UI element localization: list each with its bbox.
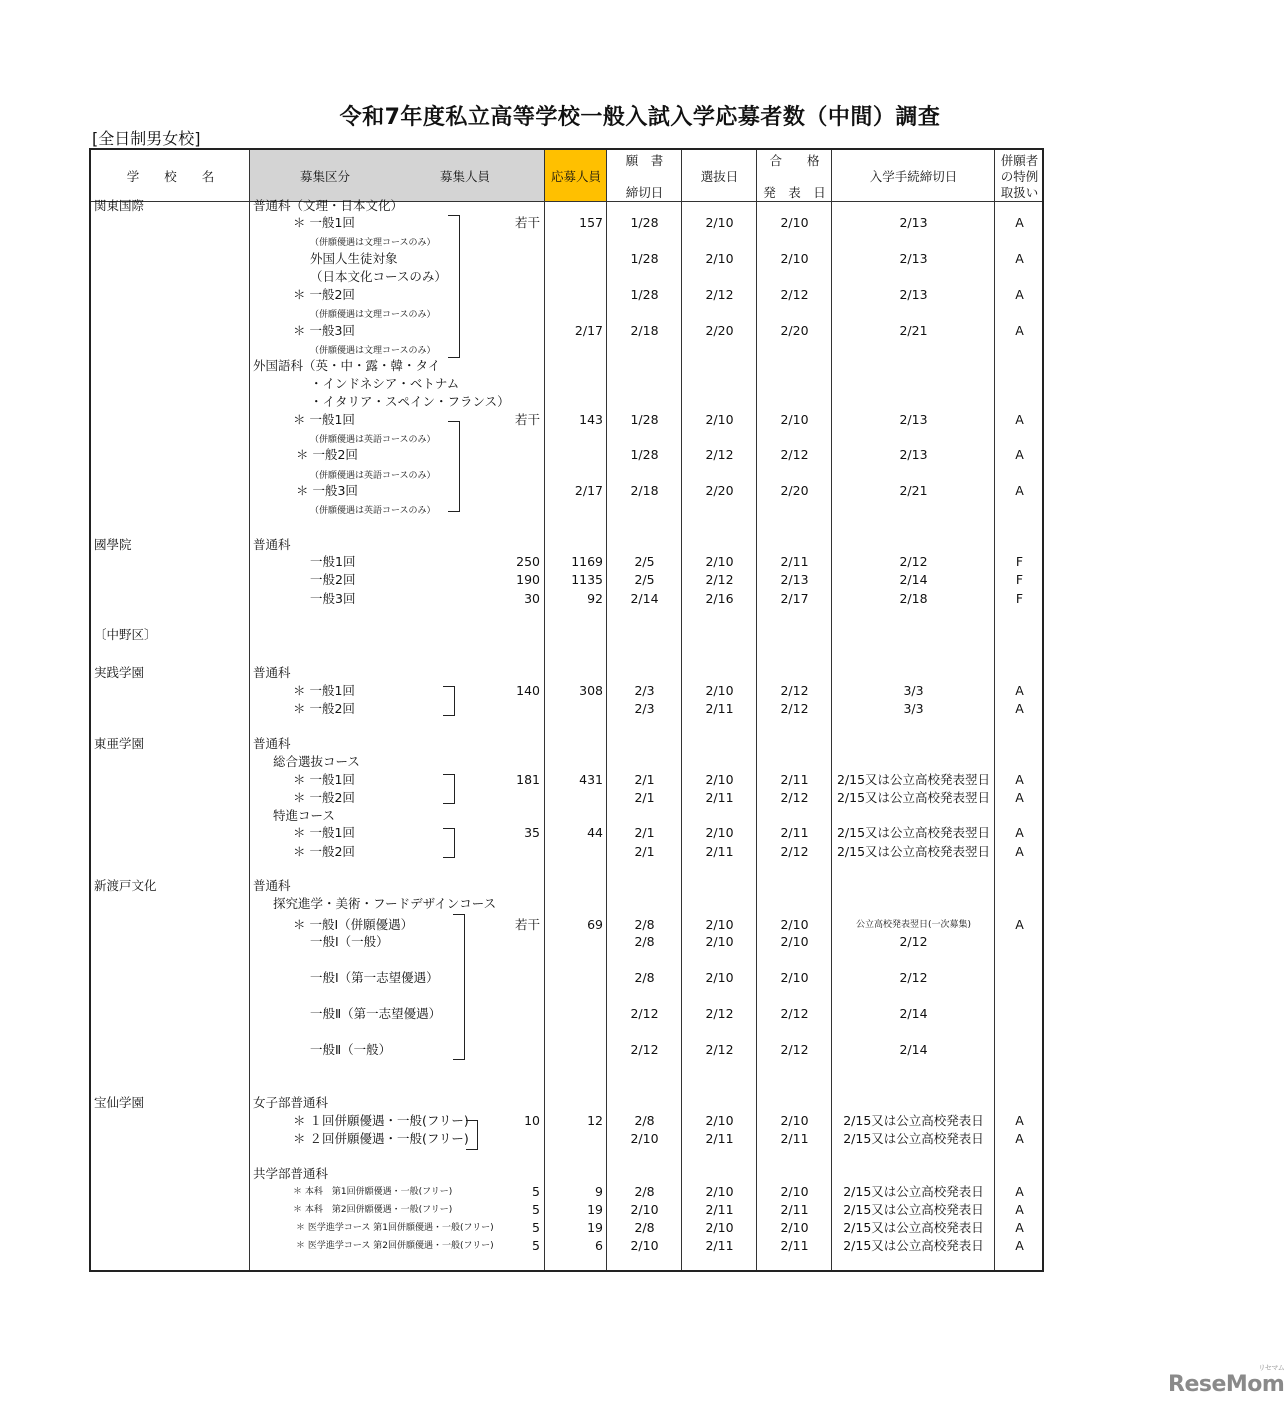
exam-date-cell: 2/12 (705, 1042, 734, 1057)
applicants-cell: 2/17 (574, 323, 603, 338)
procedure-cell: 2/15又は公立高校発表日 (843, 1131, 984, 1146)
deadline-cell: 2/1 (634, 825, 655, 840)
deadline-cell: 2/8 (634, 970, 655, 985)
category-label: ＊ 本科 第2回併願優遇・一般(フリー) (293, 1205, 453, 1215)
category-label: （併願優遇は英語コースのみ） (310, 435, 436, 445)
deadline-cell: 2/18 (630, 323, 659, 338)
group-bracket (448, 215, 460, 358)
result-date-cell: 2/12 (780, 287, 809, 302)
procedure-cell: 2/13 (899, 412, 928, 427)
procedure-cell: 2/15又は公立高校発表日 (843, 1202, 984, 1217)
result-date-cell: 2/10 (780, 917, 809, 932)
applicants-cell: 6 (595, 1238, 603, 1253)
category-label: 一般3回 (310, 591, 356, 606)
category-label: ＊ ２回併願優遇・一般(フリー) (293, 1131, 469, 1146)
procedure-cell: 3/3 (903, 701, 924, 716)
category-label: ＊ 一般2回 (293, 844, 355, 859)
category-label: ＊ 一般1回 (293, 215, 355, 230)
special-cell: A (1015, 251, 1024, 266)
applicants-cell: 143 (579, 412, 603, 427)
deadline-cell: 2/8 (634, 1184, 655, 1199)
applicants-cell: 92 (587, 591, 603, 606)
special-cell: A (1015, 917, 1024, 932)
capacity-cell: 5 (532, 1220, 540, 1235)
exam-date-cell: 2/10 (705, 1113, 734, 1128)
applicants-cell: 1135 (571, 572, 603, 587)
deadline-cell: 2/3 (634, 701, 655, 716)
capacity-cell: 190 (516, 572, 540, 587)
procedure-cell: 2/12 (899, 554, 928, 569)
exam-date-cell: 2/10 (705, 554, 734, 569)
result-date-cell: 2/12 (780, 1006, 809, 1021)
special-cell: F (1015, 591, 1024, 606)
special-cell: A (1015, 323, 1024, 338)
category-label: ＊ 一般3回 (293, 323, 355, 338)
special-cell: A (1015, 1184, 1024, 1199)
exam-date-cell: 2/11 (705, 844, 734, 859)
special-cell: A (1015, 844, 1024, 859)
special-cell: A (1015, 790, 1024, 805)
procedure-cell: 3/3 (903, 683, 924, 698)
result-date-cell: 2/10 (780, 251, 809, 266)
category-label: 一般2回 (310, 572, 356, 587)
school-name: 〔中野区〕 (94, 627, 157, 642)
exam-date-cell: 2/12 (705, 1006, 734, 1021)
group-bracket (453, 914, 465, 1060)
group-bracket (443, 828, 455, 858)
result-date-cell: 2/12 (780, 790, 809, 805)
school-name: 新渡戸文化 (94, 878, 157, 893)
exam-date-cell: 2/11 (705, 1131, 734, 1146)
category-label: （併願優遇は文理コースのみ） (310, 310, 436, 320)
header-applicants: 応募人員 (545, 150, 607, 201)
special-cell: A (1015, 287, 1024, 302)
header-deadline: 願 書 締切日 (625, 153, 664, 200)
deadline-cell: 2/1 (634, 844, 655, 859)
result-date-cell: 2/20 (780, 323, 809, 338)
category-label: ＊ 一般2回 (296, 447, 358, 462)
result-date-cell: 2/11 (780, 1238, 809, 1253)
group-bracket (443, 774, 455, 804)
capacity-cell: 140 (516, 683, 540, 698)
category-label: ＊ 医学進学コース 第2回併願優遇・一般(フリー) (296, 1241, 494, 1251)
table-header (91, 150, 1042, 202)
procedure-cell: 2/15又は公立高校発表翌日 (836, 790, 991, 805)
procedure-cell: 2/21 (899, 483, 928, 498)
exam-date-cell: 2/20 (705, 323, 734, 338)
procedure-cell: 2/12 (899, 934, 928, 949)
special-cell: F (1015, 554, 1024, 569)
category-label: ＊ 一般Ⅰ（併願優遇） (293, 917, 414, 932)
exam-date-cell: 2/11 (705, 1238, 734, 1253)
category-label: ・インドネシア・ベトナム (310, 376, 460, 391)
category-label: （併願優遇は英語コースのみ） (310, 471, 436, 481)
exam-date-cell: 2/20 (705, 483, 734, 498)
deadline-cell: 2/5 (634, 572, 655, 587)
header-special: 併願者 の特例 取扱い (1000, 153, 1039, 200)
exam-date-cell: 2/10 (705, 215, 734, 230)
special-cell: A (1015, 412, 1024, 427)
deadline-cell: 2/8 (634, 1113, 655, 1128)
result-date-cell: 2/12 (780, 683, 809, 698)
capacity-cell: 35 (524, 825, 540, 840)
deadline-cell: 2/14 (630, 591, 659, 606)
deadline-cell: 2/10 (630, 1131, 659, 1146)
category-label: 総合選抜コース (273, 754, 360, 769)
special-cell: A (1015, 447, 1024, 462)
special-cell: A (1015, 683, 1024, 698)
category-label: ＊ １回併願優遇・一般(フリー) (293, 1113, 469, 1128)
applicants-cell: 69 (587, 917, 603, 932)
header-exam: 選抜日 (700, 169, 739, 184)
group-bracket (448, 421, 460, 512)
header-capacity: 募集人員 (440, 169, 491, 184)
exam-date-cell: 2/12 (705, 572, 734, 587)
procedure-cell: 2/13 (899, 215, 928, 230)
procedure-cell: 2/14 (899, 1006, 928, 1021)
category-label: （日本文化コースのみ） (310, 269, 447, 284)
capacity-cell: 若干 (514, 215, 540, 230)
category-label: 普通科（文理・日本文化） (253, 198, 404, 213)
result-date-cell: 2/12 (780, 447, 809, 462)
deadline-cell: 2/18 (630, 483, 659, 498)
result-date-cell: 2/12 (780, 701, 809, 716)
special-cell: A (1015, 1113, 1024, 1128)
category-label: 外国語科（英・中・露・韓・タイ (253, 358, 441, 373)
exam-date-cell: 2/10 (705, 1220, 734, 1235)
deadline-cell: 2/3 (634, 683, 655, 698)
category-label: 一般Ⅱ（第一志望優遇） (310, 1006, 442, 1021)
deadline-cell: 2/12 (630, 1042, 659, 1057)
header-category-capacity (250, 150, 545, 201)
applicants-cell: 1169 (571, 554, 603, 569)
deadline-cell: 1/28 (630, 412, 659, 427)
special-cell: A (1015, 1202, 1024, 1217)
procedure-cell: 2/18 (899, 591, 928, 606)
procedure-cell: 2/21 (899, 323, 928, 338)
exam-date-cell: 2/10 (705, 251, 734, 266)
deadline-cell: 2/1 (634, 772, 655, 787)
table-subtitle: [全日制男女校] (92, 129, 201, 148)
deadline-cell: 1/28 (630, 447, 659, 462)
deadline-cell: 2/5 (634, 554, 655, 569)
category-label: （併願優遇は文理コースのみ） (310, 238, 436, 248)
procedure-cell: 公立高校発表翌日(一次募集) (855, 920, 972, 930)
procedure-cell: 2/14 (899, 572, 928, 587)
category-label: 一般Ⅱ（一般） (310, 1042, 392, 1057)
applicants-cell: 19 (587, 1202, 603, 1217)
capacity-cell: 5 (532, 1184, 540, 1199)
category-label: （併願優遇は文理コースのみ） (310, 346, 436, 356)
procedure-cell: 2/15又は公立高校発表翌日 (836, 825, 991, 840)
procedure-cell: 2/15又は公立高校発表日 (843, 1184, 984, 1199)
page-title: 令和7年度私立高等学校一般入試入学応募者数（中間）調査 (339, 105, 941, 130)
header-school: 学 校 名 (126, 169, 215, 184)
category-label: 女子部普通科 (253, 1095, 329, 1110)
category-label: 一般1回 (310, 554, 356, 569)
result-date-cell: 2/11 (780, 1131, 809, 1146)
deadline-cell: 2/10 (630, 1238, 659, 1253)
result-date-cell: 2/10 (780, 934, 809, 949)
applicants-cell: 19 (587, 1220, 603, 1235)
header-category: 募集区分 (300, 169, 351, 184)
deadline-cell: 1/28 (630, 251, 659, 266)
category-label: 普通科 (253, 736, 291, 751)
result-date-cell: 2/11 (780, 825, 809, 840)
special-cell: A (1015, 215, 1024, 230)
category-label: ＊ 医学進学コース 第1回併願優遇・一般(フリー) (296, 1223, 494, 1233)
capacity-cell: 250 (516, 554, 540, 569)
capacity-cell: 若干 (514, 412, 540, 427)
category-label: ＊ 一般1回 (293, 412, 355, 427)
school-name: 東亜学園 (94, 736, 145, 751)
category-label: （併願優遇は英語コースのみ） (310, 506, 436, 516)
result-date-cell: 2/11 (780, 1202, 809, 1217)
exam-date-cell: 2/11 (705, 1202, 734, 1217)
special-cell: F (1015, 572, 1024, 587)
exam-date-cell: 2/11 (705, 790, 734, 805)
deadline-cell: 2/8 (634, 917, 655, 932)
capacity-cell: 若干 (514, 917, 540, 932)
school-name: 関東国際 (94, 198, 145, 213)
category-label: 普通科 (253, 878, 291, 893)
procedure-cell: 2/15又は公立高校発表日 (843, 1113, 984, 1128)
exam-date-cell: 2/10 (705, 1184, 734, 1199)
applicants-cell: 9 (595, 1184, 603, 1199)
group-bracket (443, 686, 455, 716)
category-label: 探究進学・美術・フードデザインコース (273, 896, 497, 911)
exam-date-cell: 2/10 (705, 412, 734, 427)
procedure-cell: 2/13 (899, 287, 928, 302)
special-cell: A (1015, 701, 1024, 716)
col-divider (544, 150, 545, 1270)
exam-date-cell: 2/12 (705, 287, 734, 302)
result-date-cell: 2/10 (780, 215, 809, 230)
category-label: ＊ 本科 第1回併願優遇・一般(フリー) (293, 1187, 453, 1197)
result-date-cell: 2/10 (780, 970, 809, 985)
procedure-cell: 2/15又は公立高校発表日 (843, 1238, 984, 1253)
deadline-cell: 1/28 (630, 215, 659, 230)
group-bracket (466, 1120, 478, 1150)
procedure-cell: 2/12 (899, 970, 928, 985)
exam-date-cell: 2/10 (705, 683, 734, 698)
capacity-cell: 5 (532, 1238, 540, 1253)
exam-date-cell: 2/10 (705, 772, 734, 787)
result-date-cell: 2/13 (780, 572, 809, 587)
category-label: 一般Ⅰ（一般） (310, 934, 389, 949)
deadline-cell: 2/8 (634, 1220, 655, 1235)
header-result: 合 格 発 表 日 (763, 153, 826, 200)
procedure-cell: 2/14 (899, 1042, 928, 1057)
exam-date-cell: 2/10 (705, 917, 734, 932)
category-label: ＊ 一般1回 (293, 772, 355, 787)
exam-date-cell: 2/10 (705, 970, 734, 985)
category-label: 外国人生徒対象 (310, 251, 398, 266)
special-cell: A (1015, 483, 1024, 498)
category-label: ＊ 一般2回 (293, 287, 355, 302)
resemom-logo: リセマム ReseMom (1168, 1364, 1284, 1397)
results-table (89, 148, 1044, 1272)
deadline-cell: 2/1 (634, 790, 655, 805)
capacity-cell: 10 (524, 1113, 540, 1128)
procedure-cell: 2/15又は公立高校発表翌日 (836, 772, 991, 787)
category-label: ＊ 一般2回 (293, 790, 355, 805)
result-date-cell: 2/12 (780, 844, 809, 859)
school-name: 國學院 (94, 537, 132, 552)
deadline-cell: 2/10 (630, 1202, 659, 1217)
category-label: ＊ 一般2回 (293, 701, 355, 716)
school-name: 宝仙学園 (94, 1095, 145, 1110)
header-procedure: 入学手続締切日 (869, 169, 958, 184)
category-label: 普通科 (253, 537, 291, 552)
category-label: 共学部普通科 (253, 1166, 329, 1181)
deadline-cell: 2/12 (630, 1006, 659, 1021)
category-label: ＊ 一般1回 (293, 825, 355, 840)
result-date-cell: 2/17 (780, 591, 809, 606)
applicants-cell: 431 (579, 772, 603, 787)
exam-date-cell: 2/11 (705, 701, 734, 716)
result-date-cell: 2/11 (780, 554, 809, 569)
exam-date-cell: 2/10 (705, 934, 734, 949)
result-date-cell: 2/12 (780, 1042, 809, 1057)
school-name: 実践学園 (94, 665, 145, 680)
procedure-cell: 2/13 (899, 251, 928, 266)
category-label: 特進コース (273, 808, 335, 823)
result-date-cell: 2/10 (780, 1184, 809, 1199)
category-label: ・イタリア・スペイン・フランス） (310, 394, 510, 409)
capacity-cell: 181 (516, 772, 540, 787)
special-cell: A (1015, 772, 1024, 787)
col-divider (249, 150, 250, 1270)
procedure-cell: 2/13 (899, 447, 928, 462)
exam-date-cell: 2/12 (705, 447, 734, 462)
special-cell: A (1015, 1220, 1024, 1235)
capacity-cell: 30 (524, 591, 540, 606)
applicants-cell: 12 (587, 1113, 603, 1128)
special-cell: A (1015, 1131, 1024, 1146)
special-cell: A (1015, 825, 1024, 840)
result-date-cell: 2/10 (780, 1220, 809, 1235)
category-label: 普通科 (253, 665, 291, 680)
result-date-cell: 2/11 (780, 772, 809, 787)
deadline-cell: 2/8 (634, 934, 655, 949)
result-date-cell: 2/20 (780, 483, 809, 498)
applicants-cell: 2/17 (574, 483, 603, 498)
special-cell: A (1015, 1238, 1024, 1253)
procedure-cell: 2/15又は公立高校発表日 (843, 1220, 984, 1235)
result-date-cell: 2/10 (780, 412, 809, 427)
category-label: ＊ 一般1回 (293, 683, 355, 698)
category-label: 一般Ⅰ（第一志望優遇） (310, 970, 439, 985)
exam-date-cell: 2/10 (705, 825, 734, 840)
category-label: ＊ 一般3回 (296, 483, 358, 498)
applicants-cell: 308 (579, 683, 603, 698)
deadline-cell: 1/28 (630, 287, 659, 302)
procedure-cell: 2/15又は公立高校発表翌日 (836, 844, 991, 859)
exam-date-cell: 2/16 (705, 591, 734, 606)
applicants-cell: 157 (579, 215, 603, 230)
applicants-cell: 44 (587, 825, 603, 840)
capacity-cell: 5 (532, 1202, 540, 1217)
result-date-cell: 2/10 (780, 1113, 809, 1128)
